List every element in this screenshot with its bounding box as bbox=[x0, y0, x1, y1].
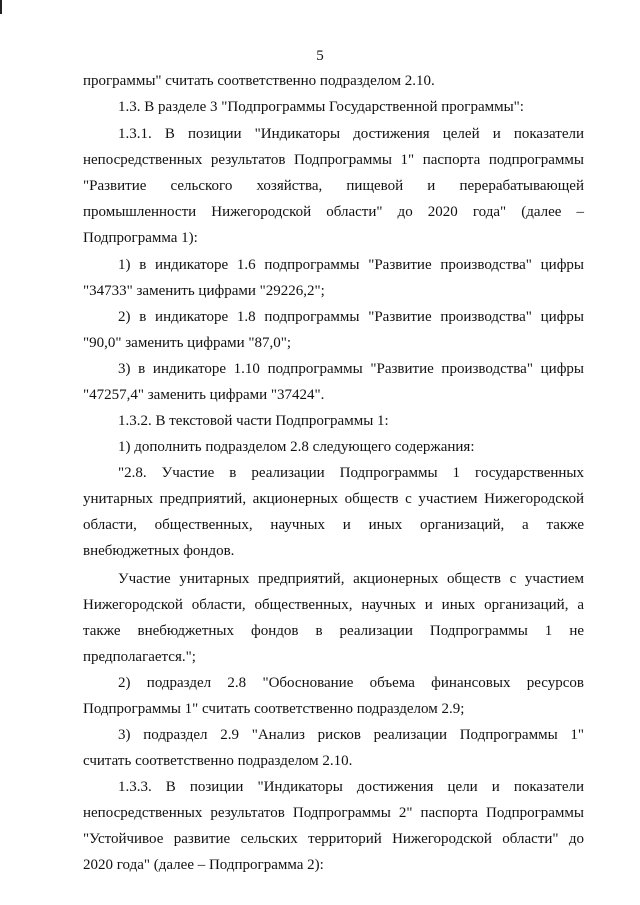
text-line: Подпрограмма 1): bbox=[83, 230, 198, 246]
text-line: 2) в индикаторе 1.8 подпрограммы "Развитие производства" цифры bbox=[118, 309, 584, 325]
text-line: Участие унитарных предприятий, акционерных обществ с участием bbox=[118, 571, 584, 587]
text-line: "2.8. Участие в реализации Подпрограммы 1 государственных bbox=[118, 465, 584, 481]
text-line: "90,0" заменить цифрами "87,0"; bbox=[83, 335, 292, 351]
text-line: 3) в индикаторе 1.10 подпрограммы "Развитие производства" цифры bbox=[118, 361, 584, 377]
text-line: также внебюджетных фондов в реализации Подпрограммы 1 не bbox=[83, 623, 584, 639]
text-line: "47257,4" заменить цифрами "37424". bbox=[83, 387, 325, 403]
text-line: 1.3.1. В позиции "Индикаторы достижения целей и показатели bbox=[118, 126, 584, 142]
text-line: "Устойчивое развитие сельских территорий Нижегородской области" до bbox=[83, 831, 584, 847]
text-line: непосредственных результатов Подпрограммы 2" паспорта Подпрограммы bbox=[83, 805, 584, 821]
text-line: программы" считать соответственно подразделом 2.10. bbox=[83, 73, 435, 89]
scan-edge-mark bbox=[0, 0, 2, 14]
text-line: непосредственных результатов Подпрограммы 1" паспорта подпрограммы bbox=[83, 152, 584, 168]
text-line: "Развитие сельского хозяйства, пищевой и перерабатывающей bbox=[83, 178, 584, 194]
text-line: промышленности Нижегородской области" до 2020 года" (далее – bbox=[83, 204, 584, 220]
text-line: Нижегородской области, общественных, научных и иных организаций, а bbox=[83, 597, 584, 613]
text-line: 3) подраздел 2.9 "Анализ рисков реализации Подпрограммы 1" bbox=[118, 727, 584, 743]
text-line: считать соответственно подразделом 2.10. bbox=[83, 753, 353, 769]
text-line: "34733" заменить цифрами "29226,2"; bbox=[83, 283, 325, 299]
text-line: 1) в индикаторе 1.6 подпрограммы "Развитие производства" цифры bbox=[118, 257, 584, 273]
text-line: унитарных предприятий, акционерных обществ с участием Нижегородской bbox=[83, 491, 584, 507]
text-line: 1.3.2. В текстовой части Подпрограммы 1: bbox=[118, 413, 389, 429]
text-line: 1.3. В разделе 3 "Подпрограммы Государственной программы": bbox=[118, 99, 524, 115]
text-line: 1) дополнить подразделом 2.8 следующего содержания: bbox=[118, 439, 475, 455]
text-line: предполагается."; bbox=[83, 649, 196, 665]
page-number: 5 bbox=[316, 48, 324, 64]
text-line: внебюджетных фондов. bbox=[83, 543, 235, 559]
text-line: Подпрограммы 1" считать соответственно подразделом 2.9; bbox=[83, 701, 465, 717]
text-line: 1.3.3. В позиции "Индикаторы достижения цели и показатели bbox=[118, 779, 584, 795]
text-line: 2020 года" (далее – Подпрограмма 2): bbox=[83, 857, 324, 873]
text-line: 2) подраздел 2.8 "Обоснование объема финансовых ресурсов bbox=[118, 675, 584, 691]
text-line: области, общественных, научных и иных организаций, а также bbox=[83, 517, 584, 533]
